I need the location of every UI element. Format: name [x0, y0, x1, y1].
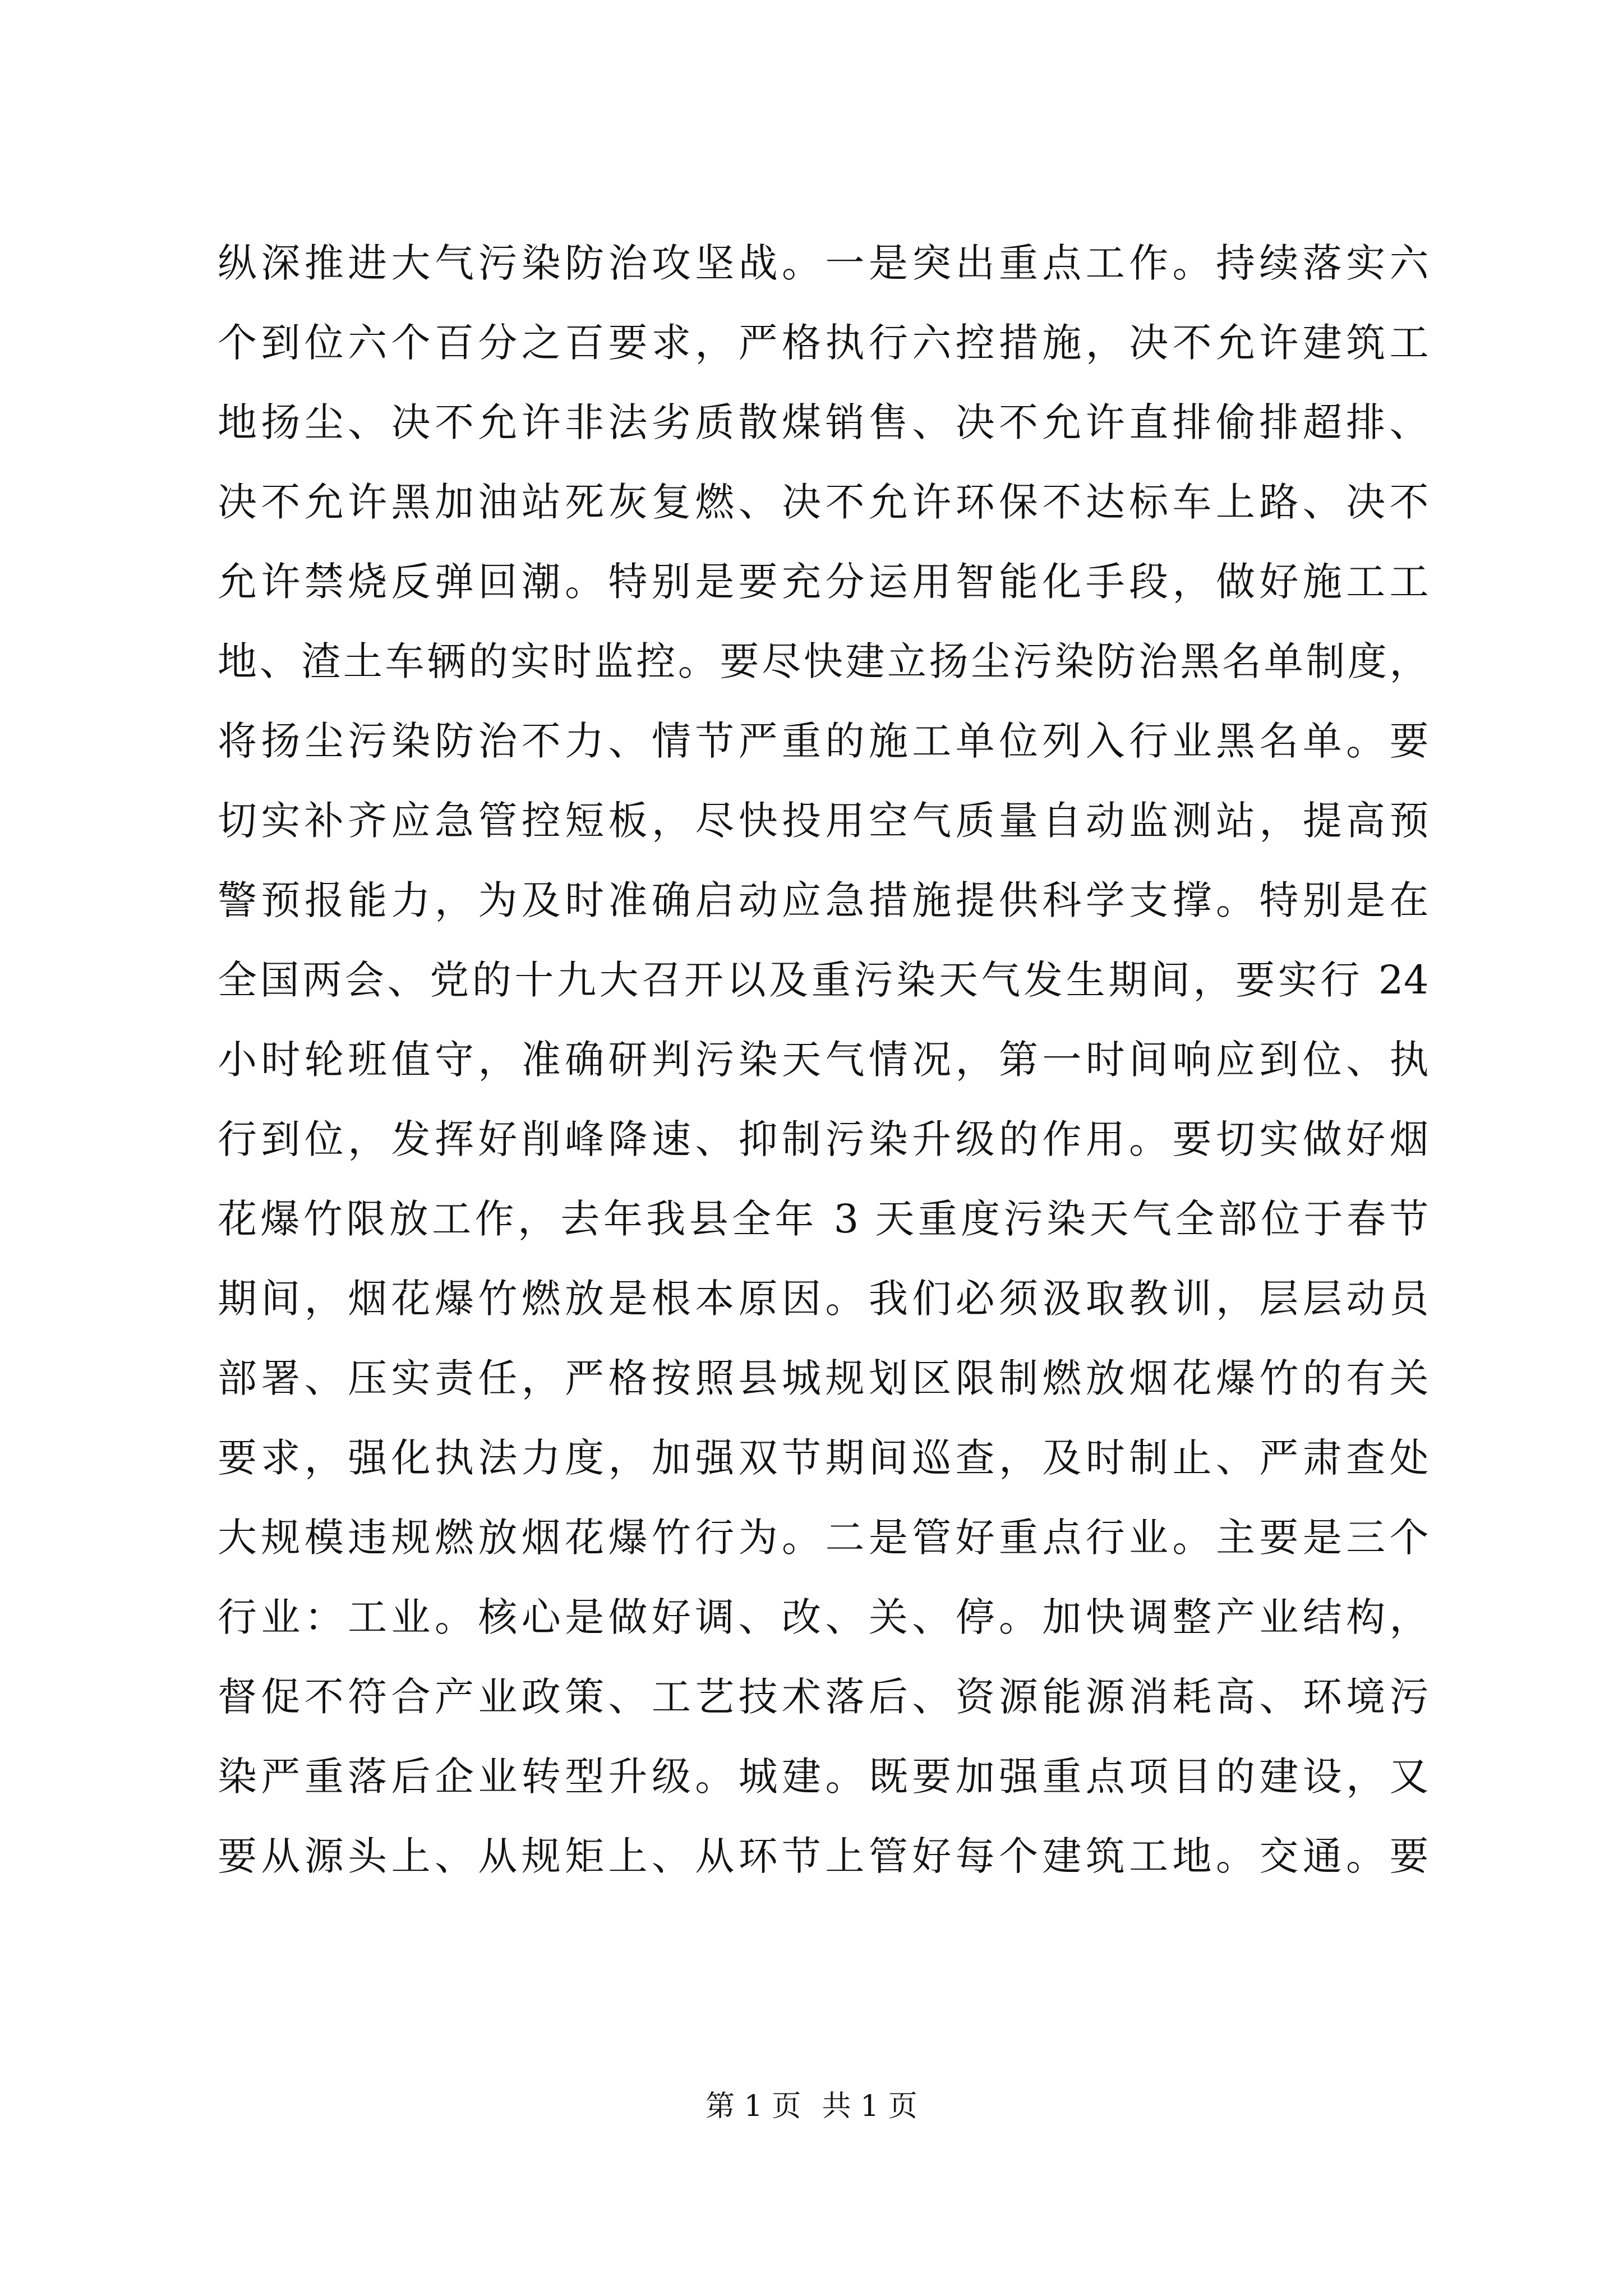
text-line-14: 期间，烟花爆竹燃放是根本原因。我们必须汲取教训，层层动员: [218, 1276, 1429, 1322]
text-line-5: 允许禁烧反弹回潮。特别是要充分运用智能化手段，做好施工工: [218, 559, 1429, 605]
text-line-13: 花爆竹限放工作，去年我县全年 3 天重度污染天气全部位于春节: [218, 1196, 1429, 1242]
text-line-11: 小时轮班值守，准确研判污染天气情况，第一时间响应到位、执: [218, 1037, 1429, 1083]
text-line-16: 要求，强化执法力度，加强双节期间巡查，及时制止、严肃查处: [218, 1435, 1429, 1481]
text-line-8: 切实补齐应急管控短板，尽快投用空气质量自动监测站，提高预: [218, 798, 1429, 844]
text-line-2: 个到位六个百分之百要求，严格执行六控措施，决不允许建筑工: [218, 320, 1429, 366]
text-line-21: 要从源头上、从规矩上、从环节上管好每个建筑工地。交通。要: [218, 1833, 1429, 1879]
text-line-10: 全国两会、党的十九大召开以及重污染天气发生期间，要实行 24: [218, 957, 1429, 1003]
text-line-12: 行到位，发挥好削峰降速、抑制污染升级的作用。要切实做好烟: [218, 1116, 1429, 1162]
text-line-18: 行业：工业。核心是做好调、改、关、停。加快调整产业结构，: [218, 1594, 1429, 1640]
page-number-total: 共 1 页: [822, 2090, 917, 2123]
text-line-1: 纵深推进大气污染防治攻坚战。一是突出重点工作。持续落实六: [218, 240, 1429, 286]
text-line-3: 地扬尘、决不允许非法劣质散煤销售、决不允许直排偷排超排、: [218, 399, 1429, 445]
text-line-17: 大规模违规燃放烟花爆竹行为。二是管好重点行业。主要是三个: [218, 1515, 1429, 1561]
body-text: [218, 223, 1429, 1896]
text-line-20: 染严重落后企业转型升级。城建。既要加强重点项目的建设，又: [218, 1754, 1429, 1800]
text-line-4: 决不允许黑加油站死灰复燃、决不允许环保不达标车上路、决不: [218, 479, 1429, 525]
text-line-6: 地、渣土车辆的实时监控。要尽快建立扬尘污染防治黑名单制度，: [218, 638, 1429, 684]
text-line-15: 部署、压实责任，严格按照县城规划区限制燃放烟花爆竹的有关: [218, 1355, 1429, 1401]
text-line-9: 警预报能力，为及时准确启动应急措施提供科学支撑。特别是在: [218, 877, 1429, 923]
text-line-7: 将扬尘污染防治不力、情节严重的施工单位列入行业黑名单。要: [218, 718, 1429, 764]
text-line-19: 督促不符合产业政策、工艺技术落后、资源能源消耗高、环境污: [218, 1674, 1429, 1720]
page-number-current: 第 1 页: [706, 2090, 801, 2123]
page-footer: [0, 2087, 1623, 2126]
